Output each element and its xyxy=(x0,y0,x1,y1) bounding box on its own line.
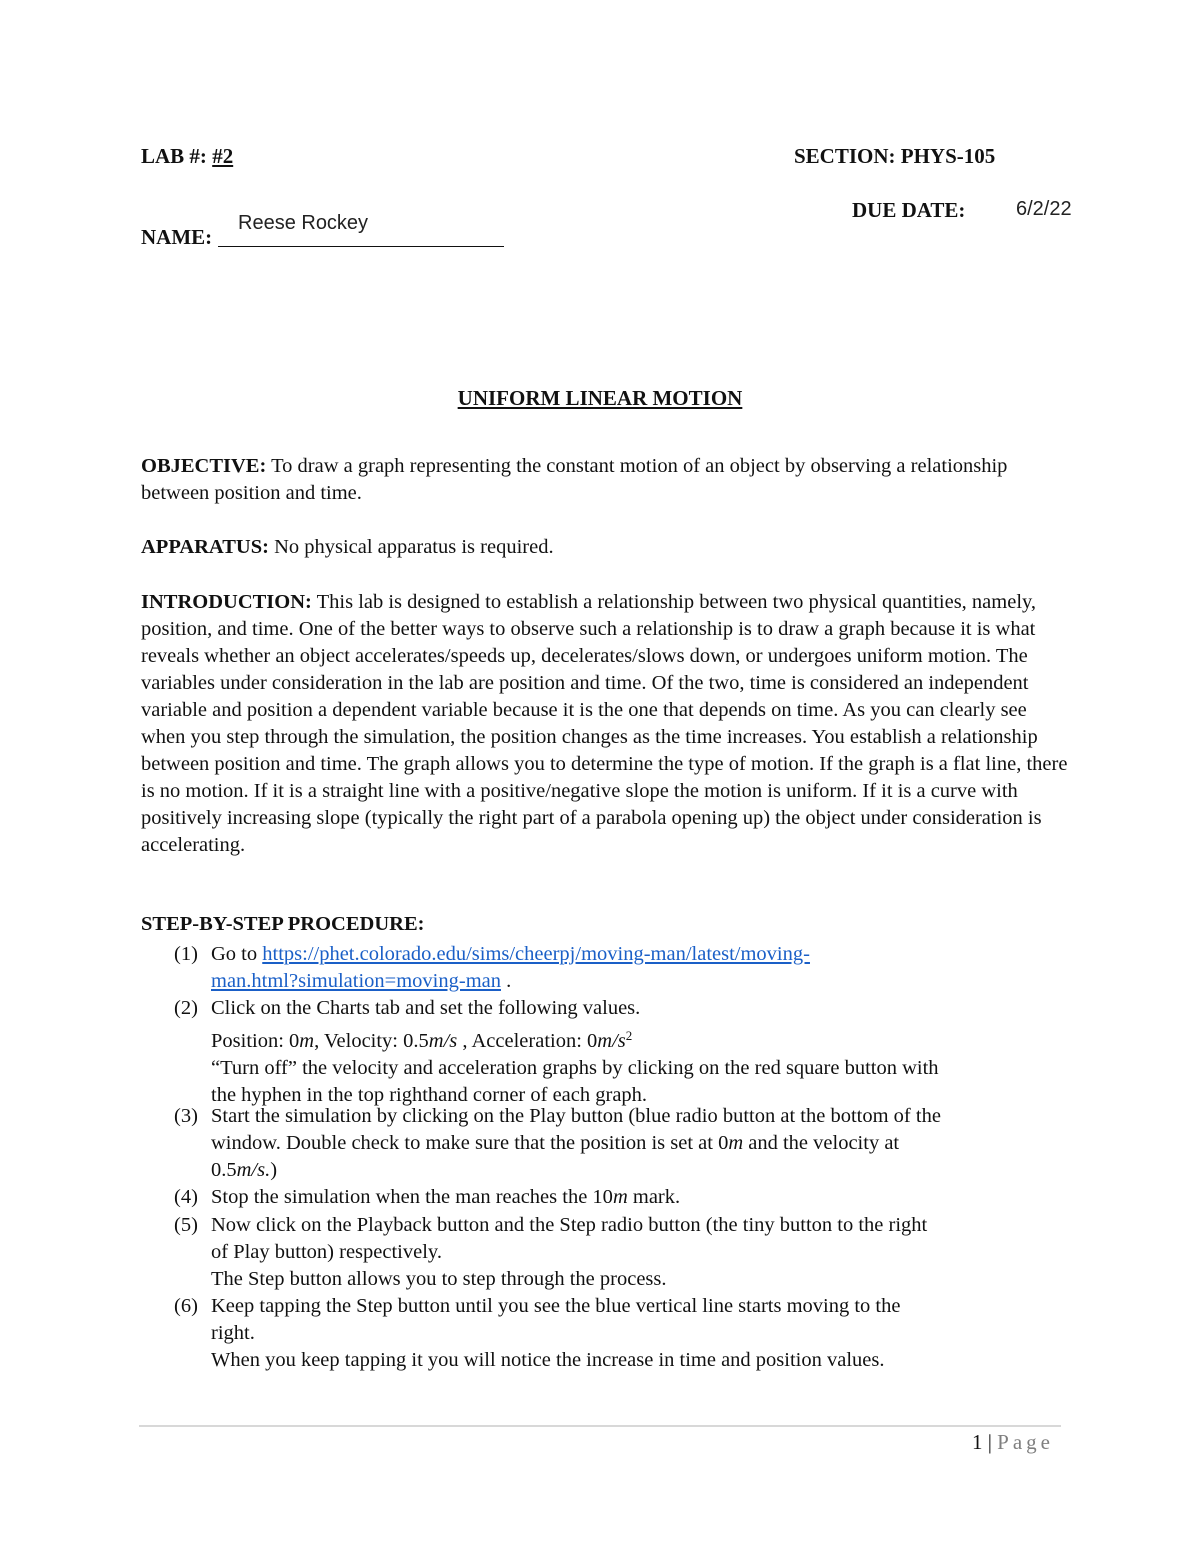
due-date-label: DUE DATE: xyxy=(852,198,966,222)
step-5-line-3: The Step button allows you to step through the process. xyxy=(211,1268,667,1290)
introduction-label: INTRODUCTION: xyxy=(141,591,312,613)
step-number: (2) xyxy=(174,997,198,1019)
footer-separator: | xyxy=(987,1430,992,1454)
step-number: (4) xyxy=(174,1186,198,1208)
step-6-line-1: Keep tapping the Step button until you see the blue vertical line starts moving to the xyxy=(211,1295,901,1317)
step-5-line-1: Now click on the Playback button and the Step radio button (the tiny button to the right xyxy=(211,1214,928,1236)
lab-label: LAB #: xyxy=(141,144,207,168)
page-word: Page xyxy=(997,1430,1054,1454)
step-4-line: Stop the simulation when the man reaches the 10m mark. xyxy=(211,1186,681,1208)
name-underline xyxy=(218,246,504,247)
step-6-line-3: When you keep tapping it you will notice the increase in time and position values. xyxy=(211,1349,885,1371)
footer-divider xyxy=(139,1425,1061,1427)
name-label: NAME: xyxy=(141,225,213,249)
procedure-heading: STEP-BY-STEP PROCEDURE: xyxy=(141,913,425,935)
step-5-line-2: of Play button) respectively. xyxy=(211,1241,442,1263)
introduction-section xyxy=(141,589,1071,859)
step-3-line-3: 0.5m/s.) xyxy=(211,1159,278,1181)
apparatus-section xyxy=(141,534,1071,561)
due-date-value: 6/2/22 xyxy=(1016,198,1072,220)
step-2-line-1: Click on the Charts tab and set the following values. xyxy=(211,997,641,1019)
step-6-line-2: right. xyxy=(211,1322,255,1344)
step-2-line-4: the hyphen in the top righthand corner of each graph. xyxy=(211,1084,648,1106)
objective-text: To draw a graph representing the constant motion of an object by observing a relationship between position and time. xyxy=(141,455,1008,504)
objective-label: OBJECTIVE: xyxy=(141,455,267,477)
step-3-line-1: Start the simulation by clicking on the Play button (blue radio button at the bottom of the xyxy=(211,1105,941,1127)
introduction-text: This lab is designed to establish a relationship between two physical quantities, namely, position, and time. One of the better ways to observe such a relationship is to draw a graph because it is what reveals whether an object accelerates/speeds up, decelerates/slows down, or undergoes uniform motion. The variables under consideration in the lab are position and time. Of the two, time is considered an independent variable and position a dependent variable because it is the one that depends on time. As you can clearly see when you step through the simulation, the position changes as the time increases. You establish a relationship between position and time. The graph allows you to determine the type of motion. If the graph is a flat line, there is no motion. If it is a straight line with a positive/negative slope the motion is uniform. If it is a curve with positively increasing slope (typically the right part of a parabola opening up) the object under consideration is accelerating. xyxy=(141,591,1068,856)
step-number: (3) xyxy=(174,1105,198,1127)
objective-section xyxy=(141,453,1071,507)
page-footer xyxy=(972,1430,1054,1455)
lab-value: #2 xyxy=(212,144,234,168)
step-number: (5) xyxy=(174,1214,198,1236)
step-1-prefix: Go to xyxy=(211,943,258,965)
step-3-line-2: window. Double check to make sure that the position is set at 0m and the velocity at xyxy=(211,1132,900,1154)
phet-simulation-link[interactable]: https://phet.colorado.edu/sims/cheerpj/moving-man/latest/moving- xyxy=(262,943,810,965)
step-2-values: Position: 0m, Velocity: 0.5m/s , Acceleration: $0m/s^2$ xyxy=(211,1028,633,1052)
phet-simulation-link-continued[interactable]: man.html?simulation=moving-man xyxy=(211,970,501,992)
name-value: Reese Rockey xyxy=(238,212,369,234)
page-title: UNIFORM LINEAR MOTION xyxy=(457,386,743,410)
step-2-line-3: “Turn off” the velocity and acceleration graphs by clicking on the red square button with xyxy=(211,1057,939,1079)
apparatus-text: No physical apparatus is required. xyxy=(274,536,554,558)
step-1-suffix: . xyxy=(500,970,512,992)
section-label: SECTION: PHYS-105 xyxy=(794,144,996,168)
apparatus-label: APPARATUS: xyxy=(141,536,269,558)
page-number: 1 xyxy=(971,1430,983,1454)
lab-number xyxy=(141,144,233,169)
step-number: (6) xyxy=(174,1295,198,1317)
step-number: (1) xyxy=(174,943,198,965)
